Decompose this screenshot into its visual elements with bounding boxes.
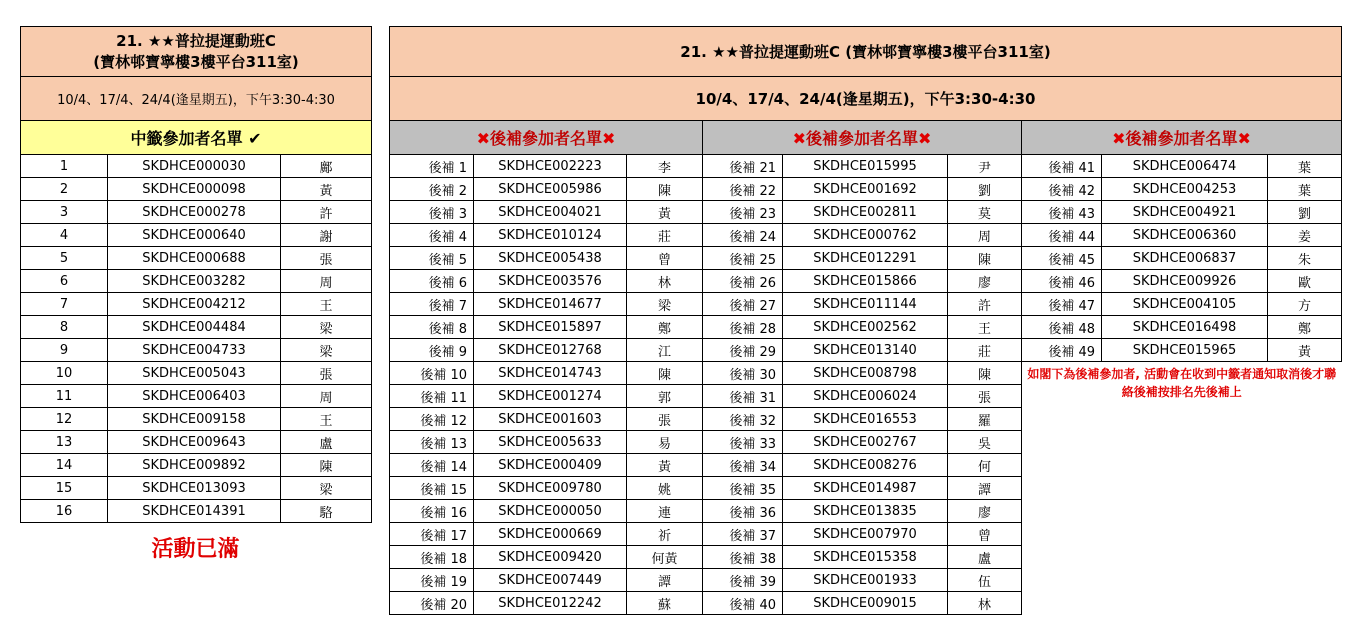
winner-surname: 周 [281, 385, 372, 408]
winner-number: 9 [21, 339, 108, 362]
waitlist-rank: 後補 38 [703, 546, 783, 569]
waitlist-rank: 後補 29 [703, 339, 783, 362]
table-row [390, 523, 1342, 546]
waitlist-surname: 江 [627, 339, 703, 362]
waitlist-rank: 後補 31 [703, 385, 783, 408]
table-row [390, 247, 1342, 270]
waitlist-code: SKDHCE001692 [783, 178, 948, 201]
waitlist-rank: 後補 16 [390, 500, 474, 523]
waitlist-surname: 連 [627, 500, 703, 523]
waitlist-code: SKDHCE009420 [474, 546, 627, 569]
winner-surname: 王 [281, 408, 372, 431]
x-icon: ✖ [1237, 129, 1251, 148]
waitlist-surname: 方 [1268, 293, 1342, 316]
waitlist-code: SKDHCE013835 [783, 500, 948, 523]
winner-number: 4 [21, 224, 108, 247]
waitlist-surname: 吳 [948, 431, 1022, 454]
waitlist-code: SKDHCE012768 [474, 339, 627, 362]
table-row [21, 500, 372, 523]
table-row [390, 362, 1342, 385]
waitlist-rank: 後補 49 [1022, 339, 1102, 362]
waitlist-rank: 後補 26 [703, 270, 783, 293]
class-title [21, 27, 372, 77]
waitlist-surname: 羅 [948, 408, 1022, 431]
table-row [21, 385, 372, 408]
waitlist-surname: 黃 [1268, 339, 1342, 362]
waitlist-rank: 後補 1 [390, 155, 474, 178]
waitlist-code: SKDHCE014743 [474, 362, 627, 385]
winner-number: 8 [21, 316, 108, 339]
waitlist-surname: 蘇 [627, 592, 703, 615]
table-row [390, 201, 1342, 224]
waitlist-rank: 後補 22 [703, 178, 783, 201]
waitlist-rank: 後補 33 [703, 431, 783, 454]
winner-surname: 盧 [281, 431, 372, 454]
waitlist-surname: 張 [948, 385, 1022, 408]
table-row [21, 408, 372, 431]
waitlist-rank: 後補 2 [390, 178, 474, 201]
waitlist-surname: 盧 [948, 546, 1022, 569]
winner-surname: 許 [281, 201, 372, 224]
table-row [390, 546, 1342, 569]
waitlist-surname: 陳 [948, 247, 1022, 270]
winner-number: 12 [21, 408, 108, 431]
winner-number: 14 [21, 454, 108, 477]
waitlist-rank: 後補 17 [390, 523, 474, 546]
waitlist-rank: 後補 23 [703, 201, 783, 224]
waitlist-code: SKDHCE012242 [474, 592, 627, 615]
winner-code: SKDHCE004484 [108, 316, 281, 339]
waitlist-code: SKDHCE004253 [1102, 178, 1268, 201]
waitlist-surname: 陳 [627, 178, 703, 201]
waitlist-rank: 後補 14 [390, 454, 474, 477]
waitlist-surname: 何 [948, 454, 1022, 477]
waitlist-rank: 後補 15 [390, 477, 474, 500]
waitlist-rank: 後補 34 [703, 454, 783, 477]
waitlist-surname: 廖 [948, 500, 1022, 523]
waitlist-surname: 莊 [948, 339, 1022, 362]
waitlist-rank: 後補 8 [390, 316, 474, 339]
waitlist-header-label: 後補參加者名單 [489, 129, 602, 148]
waitlist-table [389, 26, 1342, 615]
table-row [21, 339, 372, 362]
waitlist-code: SKDHCE000050 [474, 500, 627, 523]
check-icon: ✔ [248, 129, 262, 148]
winner-surname: 黃 [281, 178, 372, 201]
waitlist-rank: 後補 20 [390, 592, 474, 615]
waitlist-surname: 易 [627, 431, 703, 454]
waitlist-header-1 [390, 121, 703, 155]
table-row [21, 155, 372, 178]
waitlist-rank: 後補 19 [390, 569, 474, 592]
winners-header [21, 121, 372, 155]
waitlist-surname: 祈 [627, 523, 703, 546]
waitlist-surname: 王 [948, 316, 1022, 339]
table-row [21, 362, 372, 385]
winner-code: SKDHCE009892 [108, 454, 281, 477]
winner-number: 11 [21, 385, 108, 408]
table-row [21, 178, 372, 201]
x-icon: ✖ [918, 129, 932, 148]
winner-code: SKDHCE000688 [108, 247, 281, 270]
waitlist-code: SKDHCE001933 [783, 569, 948, 592]
winner-code: SKDHCE009158 [108, 408, 281, 431]
waitlist-header-2 [703, 121, 1022, 155]
waitlist-rank: 後補 30 [703, 362, 783, 385]
x-icon: ✖ [1112, 129, 1126, 148]
activity-full-notice: 活動已滿 [151, 537, 240, 562]
waitlist-code: SKDHCE008798 [783, 362, 948, 385]
waitlist-header-3 [1022, 121, 1342, 155]
waitlist-rank: 後補 7 [390, 293, 474, 316]
winner-number: 1 [21, 155, 108, 178]
winner-code: SKDHCE000278 [108, 201, 281, 224]
waitlist-code: SKDHCE006360 [1102, 224, 1268, 247]
waitlist-surname: 姚 [627, 477, 703, 500]
winners-header-label: 中籤參加者名單 [130, 129, 243, 148]
waitlist-code: SKDHCE001274 [474, 385, 627, 408]
waitlist-rank: 後補 36 [703, 500, 783, 523]
winner-surname: 梁 [281, 477, 372, 500]
table-row [21, 477, 372, 500]
waitlist-surname: 陳 [948, 362, 1022, 385]
winner-code: SKDHCE000640 [108, 224, 281, 247]
waitlist-code: SKDHCE011144 [783, 293, 948, 316]
waitlist-rank: 後補 24 [703, 224, 783, 247]
table-row [21, 431, 372, 454]
waitlist-code: SKDHCE002767 [783, 431, 948, 454]
winner-surname: 梁 [281, 316, 372, 339]
waitlist-code: SKDHCE004105 [1102, 293, 1268, 316]
waitlist-code: SKDHCE005986 [474, 178, 627, 201]
table-row [390, 569, 1342, 592]
waitlist-rank: 後補 25 [703, 247, 783, 270]
empty-cell [1022, 569, 1342, 592]
x-icon: ✖ [602, 129, 616, 148]
waitlist-rank: 後補 13 [390, 431, 474, 454]
winner-surname: 張 [281, 362, 372, 385]
table-row [21, 224, 372, 247]
waitlist-code: SKDHCE007970 [783, 523, 948, 546]
waitlist-header-label: 後補參加者名單 [1125, 129, 1238, 148]
winner-code: SKDHCE003282 [108, 270, 281, 293]
empty-cell [1022, 546, 1342, 569]
waitlist-surname: 葉 [1268, 155, 1342, 178]
waitlist-code: SKDHCE001603 [474, 408, 627, 431]
waitlist-code: SKDHCE015866 [783, 270, 948, 293]
waitlist-code: SKDHCE014987 [783, 477, 948, 500]
waitlist-code: SKDHCE016553 [783, 408, 948, 431]
winner-code: SKDHCE004733 [108, 339, 281, 362]
table-row [390, 316, 1342, 339]
waitlist-surname: 劉 [1268, 201, 1342, 224]
waitlist-surname: 譚 [948, 477, 1022, 500]
winner-surname: 駱 [281, 500, 372, 523]
waitlist-code: SKDHCE009015 [783, 592, 948, 615]
waitlist-surname: 郭 [627, 385, 703, 408]
table-row [390, 592, 1342, 615]
waitlist-code: SKDHCE016498 [1102, 316, 1268, 339]
waitlist-rank: 後補 12 [390, 408, 474, 431]
winner-code: SKDHCE006403 [108, 385, 281, 408]
table-row [390, 293, 1342, 316]
waitlist-rank: 後補 5 [390, 247, 474, 270]
winner-code: SKDHCE005043 [108, 362, 281, 385]
x-icon: ✖ [792, 129, 806, 148]
waitlist-surname: 林 [948, 592, 1022, 615]
table-row [390, 477, 1342, 500]
winner-number: 7 [21, 293, 108, 316]
table-row [21, 270, 372, 293]
waitlist-rank: 後補 28 [703, 316, 783, 339]
waitlist-rank: 後補 37 [703, 523, 783, 546]
waitlist-code: SKDHCE015995 [783, 155, 948, 178]
waitlist-rank: 後補 27 [703, 293, 783, 316]
winner-code: SKDHCE000030 [108, 155, 281, 178]
winner-number: 16 [21, 500, 108, 523]
winner-number: 13 [21, 431, 108, 454]
waitlist-rank: 後補 21 [703, 155, 783, 178]
winners-table [20, 26, 372, 523]
waitlist-surname: 葉 [1268, 178, 1342, 201]
winner-surname: 張 [281, 247, 372, 270]
waitlist-code: SKDHCE009926 [1102, 270, 1268, 293]
waitlist-code: SKDHCE008276 [783, 454, 948, 477]
waitlist-rank: 後補 40 [703, 592, 783, 615]
x-icon: ✖ [476, 129, 490, 148]
waitlist-surname: 黃 [627, 454, 703, 477]
class-schedule: 10/4、17/4、24/4(逢星期五)，下午3:30-4:30 [21, 77, 372, 121]
waitlist-rank: 後補 43 [1022, 201, 1102, 224]
waitlist-rank: 後補 9 [390, 339, 474, 362]
waitlist-surname: 朱 [1268, 247, 1342, 270]
waitlist-code: SKDHCE002811 [783, 201, 948, 224]
waitlist-rank: 後補 41 [1022, 155, 1102, 178]
waitlist-code: SKDHCE004921 [1102, 201, 1268, 224]
table-row [390, 339, 1342, 362]
table-row [390, 408, 1342, 431]
waitlist-code: SKDHCE010124 [474, 224, 627, 247]
winner-surname: 王 [281, 293, 372, 316]
waitlist-surname: 莊 [627, 224, 703, 247]
class-title-line1: 21. ★★普拉提運動班C [116, 31, 276, 50]
waitlist-rank: 後補 4 [390, 224, 474, 247]
winner-code: SKDHCE014391 [108, 500, 281, 523]
waitlist-rank: 後補 18 [390, 546, 474, 569]
waitlist-code: SKDHCE015965 [1102, 339, 1268, 362]
table-row [390, 270, 1342, 293]
winner-surname: 鄺 [281, 155, 372, 178]
waitlist-rank: 後補 10 [390, 362, 474, 385]
empty-cell [1022, 592, 1342, 615]
waitlist-rank: 後補 32 [703, 408, 783, 431]
waitlist-code: SKDHCE006024 [783, 385, 948, 408]
table-row [21, 454, 372, 477]
table-row [390, 454, 1342, 477]
waitlist-code: SKDHCE000409 [474, 454, 627, 477]
winner-code: SKDHCE009643 [108, 431, 281, 454]
waitlist-code: SKDHCE002562 [783, 316, 948, 339]
winner-number: 15 [21, 477, 108, 500]
waitlist-rank: 後補 44 [1022, 224, 1102, 247]
waitlist-surname: 何黃 [627, 546, 703, 569]
waitlist-surname: 伍 [948, 569, 1022, 592]
waitlist-rank: 後補 11 [390, 385, 474, 408]
winner-code: SKDHCE000098 [108, 178, 281, 201]
waitlist-surname: 陳 [627, 362, 703, 385]
waitlist-surname: 姜 [1268, 224, 1342, 247]
waitlist-code: SKDHCE014677 [474, 293, 627, 316]
winner-number: 5 [21, 247, 108, 270]
table-row [390, 500, 1342, 523]
winner-surname: 周 [281, 270, 372, 293]
table-row [21, 293, 372, 316]
waitlist-code: SKDHCE002223 [474, 155, 627, 178]
waitlist-surname: 鄭 [1268, 316, 1342, 339]
waitlist-rank: 後補 39 [703, 569, 783, 592]
table-row [390, 178, 1342, 201]
winner-number: 3 [21, 201, 108, 224]
waitlist-surname: 黃 [627, 201, 703, 224]
table-row [390, 155, 1342, 178]
waitlist-header-label: 後補參加者名單 [805, 129, 918, 148]
waitlist-surname: 鄭 [627, 316, 703, 339]
table-row [21, 316, 372, 339]
table-row [21, 247, 372, 270]
waitlist-surname: 周 [948, 224, 1022, 247]
waitlist-rank: 後補 6 [390, 270, 474, 293]
waitlist-surname: 尹 [948, 155, 1022, 178]
winner-code: SKDHCE013093 [108, 477, 281, 500]
winner-number: 2 [21, 178, 108, 201]
waitlist-code: SKDHCE003576 [474, 270, 627, 293]
winner-number: 10 [21, 362, 108, 385]
waitlist-surname: 曾 [948, 523, 1022, 546]
waitlist-class-schedule: 10/4、17/4、24/4(逢星期五)，下午3:30-4:30 [390, 77, 1342, 121]
waitlist-code: SKDHCE000669 [474, 523, 627, 546]
waitlist-rank: 後補 46 [1022, 270, 1102, 293]
waitlist-surname: 李 [627, 155, 703, 178]
waitlist-code: SKDHCE015897 [474, 316, 627, 339]
winner-number: 6 [21, 270, 108, 293]
table-row [390, 431, 1342, 454]
waitlist-code: SKDHCE007449 [474, 569, 627, 592]
class-title-line2: (寶林邨寶寧樓3樓平台311室) [93, 52, 299, 71]
waitlist-rank: 後補 48 [1022, 316, 1102, 339]
waitlist-surname: 張 [627, 408, 703, 431]
waitlist-rank: 後補 45 [1022, 247, 1102, 270]
waitlist-surname: 歐 [1268, 270, 1342, 293]
empty-cell [1022, 408, 1342, 431]
waitlist-surname: 莫 [948, 201, 1022, 224]
waitlist-rank: 後補 3 [390, 201, 474, 224]
waitlist-code: SKDHCE005438 [474, 247, 627, 270]
empty-cell [1022, 500, 1342, 523]
waitlist-code: SKDHCE015358 [783, 546, 948, 569]
winner-code: SKDHCE004212 [108, 293, 281, 316]
waitlist-rank: 後補 47 [1022, 293, 1102, 316]
waitlist-code: SKDHCE009780 [474, 477, 627, 500]
waitlist-surname: 曾 [627, 247, 703, 270]
waitlist-rank: 後補 42 [1022, 178, 1102, 201]
waitlist-code: SKDHCE005633 [474, 431, 627, 454]
empty-cell [1022, 431, 1342, 454]
waitlist-code: SKDHCE012291 [783, 247, 948, 270]
waitlist-surname: 譚 [627, 569, 703, 592]
table-row [21, 201, 372, 224]
waitlist-surname: 梁 [627, 293, 703, 316]
winner-surname: 陳 [281, 454, 372, 477]
waitlist-note: 如閣下為後補參加者, 活動會在收到中籤者通知取消後才聯絡後補按排名先後補上 [1022, 362, 1342, 408]
table-row [390, 224, 1342, 247]
waitlist-code: SKDHCE006837 [1102, 247, 1268, 270]
waitlist-code: SKDHCE000762 [783, 224, 948, 247]
waitlist-class-title: 21. ★★普拉提運動班C (寶林邨寶寧樓3樓平台311室) [390, 27, 1342, 77]
waitlist-code: SKDHCE013140 [783, 339, 948, 362]
waitlist-surname: 廖 [948, 270, 1022, 293]
waitlist-surname: 劉 [948, 178, 1022, 201]
empty-cell [1022, 454, 1342, 477]
waitlist-surname: 許 [948, 293, 1022, 316]
empty-cell [1022, 523, 1342, 546]
winner-surname: 梁 [281, 339, 372, 362]
waitlist-rank: 後補 35 [703, 477, 783, 500]
waitlist-surname: 林 [627, 270, 703, 293]
winner-surname: 謝 [281, 224, 372, 247]
empty-cell [1022, 477, 1342, 500]
waitlist-code: SKDHCE004021 [474, 201, 627, 224]
waitlist-code: SKDHCE006474 [1102, 155, 1268, 178]
